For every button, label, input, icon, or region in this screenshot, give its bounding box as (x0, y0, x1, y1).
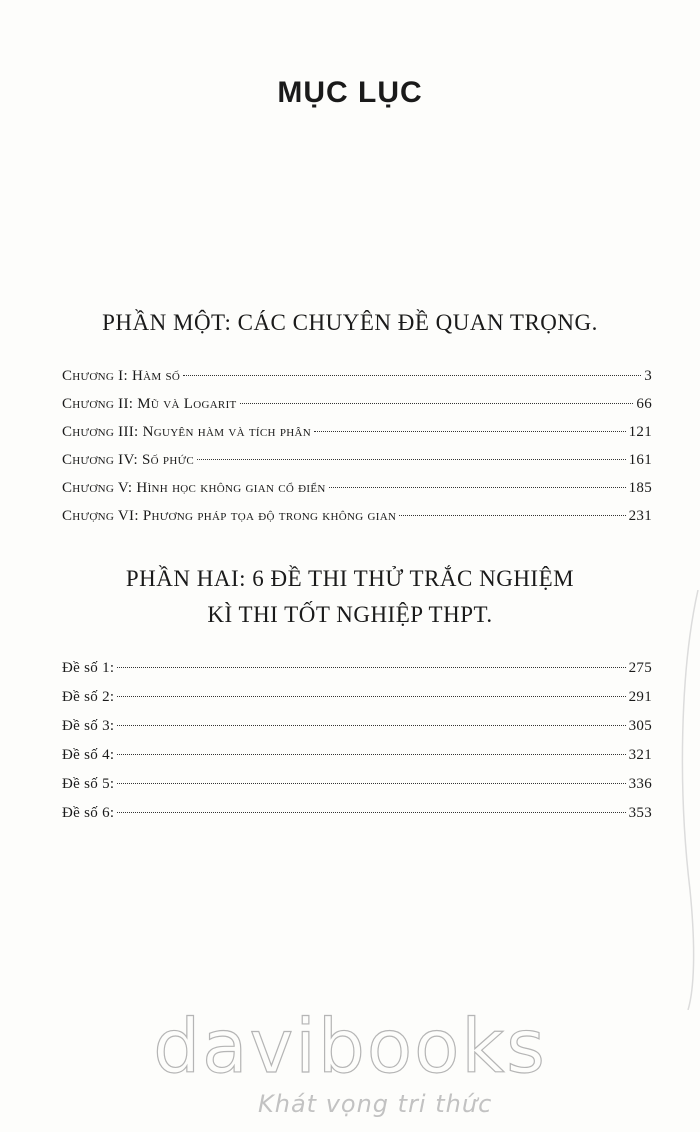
toc-entry (62, 689, 652, 718)
toc-entry (62, 396, 652, 424)
dot-leader (197, 459, 626, 460)
toc-entry-page: 66 (636, 396, 652, 412)
dot-leader (183, 375, 641, 376)
dot-leader (399, 515, 625, 516)
toc-entry (62, 776, 652, 805)
toc-entry-label: Chương I: Hàm số (62, 368, 181, 384)
watermark-logo: davibooks (153, 1004, 547, 1090)
toc-entry (62, 452, 652, 480)
toc-entry-page: 231 (628, 508, 652, 524)
toc-entry-label: Đề số 3: (62, 718, 115, 734)
dot-leader (314, 431, 626, 432)
toc-entry-label: Đề số 1: (62, 660, 115, 676)
toc-entry (62, 508, 652, 536)
toc-entry-label: Chương II: Mũ và Logarit (62, 396, 237, 412)
page-title: MỤC LỤC (277, 76, 423, 109)
toc-entry-label: Chương IV: Số phức (62, 452, 195, 468)
dot-leader (117, 783, 625, 784)
toc-entry-label: Chượng VI: Phương pháp tọa độ trong không gian (62, 508, 397, 524)
dot-leader (117, 667, 625, 668)
chapter-list (62, 368, 652, 536)
toc-entry (62, 718, 652, 747)
toc-entry-page: 275 (628, 660, 652, 676)
toc-entry-label: Đề số 4: (62, 747, 115, 763)
page-edge-shadow (660, 590, 700, 1010)
toc-entry (62, 480, 652, 508)
toc-entry-page: 353 (628, 805, 652, 821)
exam-list (62, 660, 652, 834)
dot-leader (117, 725, 625, 726)
toc-entry-page: 291 (628, 689, 652, 705)
toc-entry (62, 368, 652, 396)
toc-entry-page: 185 (628, 480, 652, 496)
dot-leader (117, 696, 625, 697)
watermark-slogan: Khát vọng tri thức (258, 1090, 493, 1118)
dot-leader (329, 487, 626, 488)
toc-entry-page: 161 (628, 452, 652, 468)
part2-heading-line1: PHẦN HAI: 6 ĐỀ THI THỬ TRẮC NGHIỆM (125, 566, 575, 591)
dot-leader (117, 754, 625, 755)
toc-entry (62, 805, 652, 834)
part2-heading-line2: KÌ THI TỐT NGHIỆP THPT. (207, 602, 493, 627)
dot-leader (240, 403, 634, 404)
toc-entry-label: Chương III: Nguyên hàm và tích phân (62, 424, 311, 440)
part1-heading: PHẦN MỘT: CÁC CHUYÊN ĐỀ QUAN TRỌNG. (102, 310, 598, 335)
toc-entry (62, 747, 652, 776)
toc-entry-label: Chương V: Hình học không gian cổ điển (62, 480, 326, 496)
toc-entry-label: Đề số 6: (62, 805, 115, 821)
toc-entry-page: 336 (628, 776, 652, 792)
toc-entry-page: 305 (628, 718, 652, 734)
toc-entry-page: 121 (628, 424, 652, 440)
dot-leader (117, 812, 625, 813)
toc-entry-label: Đề số 2: (62, 689, 115, 705)
toc-entry (62, 660, 652, 689)
toc-entry-page: 321 (628, 747, 652, 763)
toc-entry-page: 3 (644, 368, 652, 384)
toc-entry-label: Đề số 5: (62, 776, 115, 792)
toc-entry (62, 424, 652, 452)
